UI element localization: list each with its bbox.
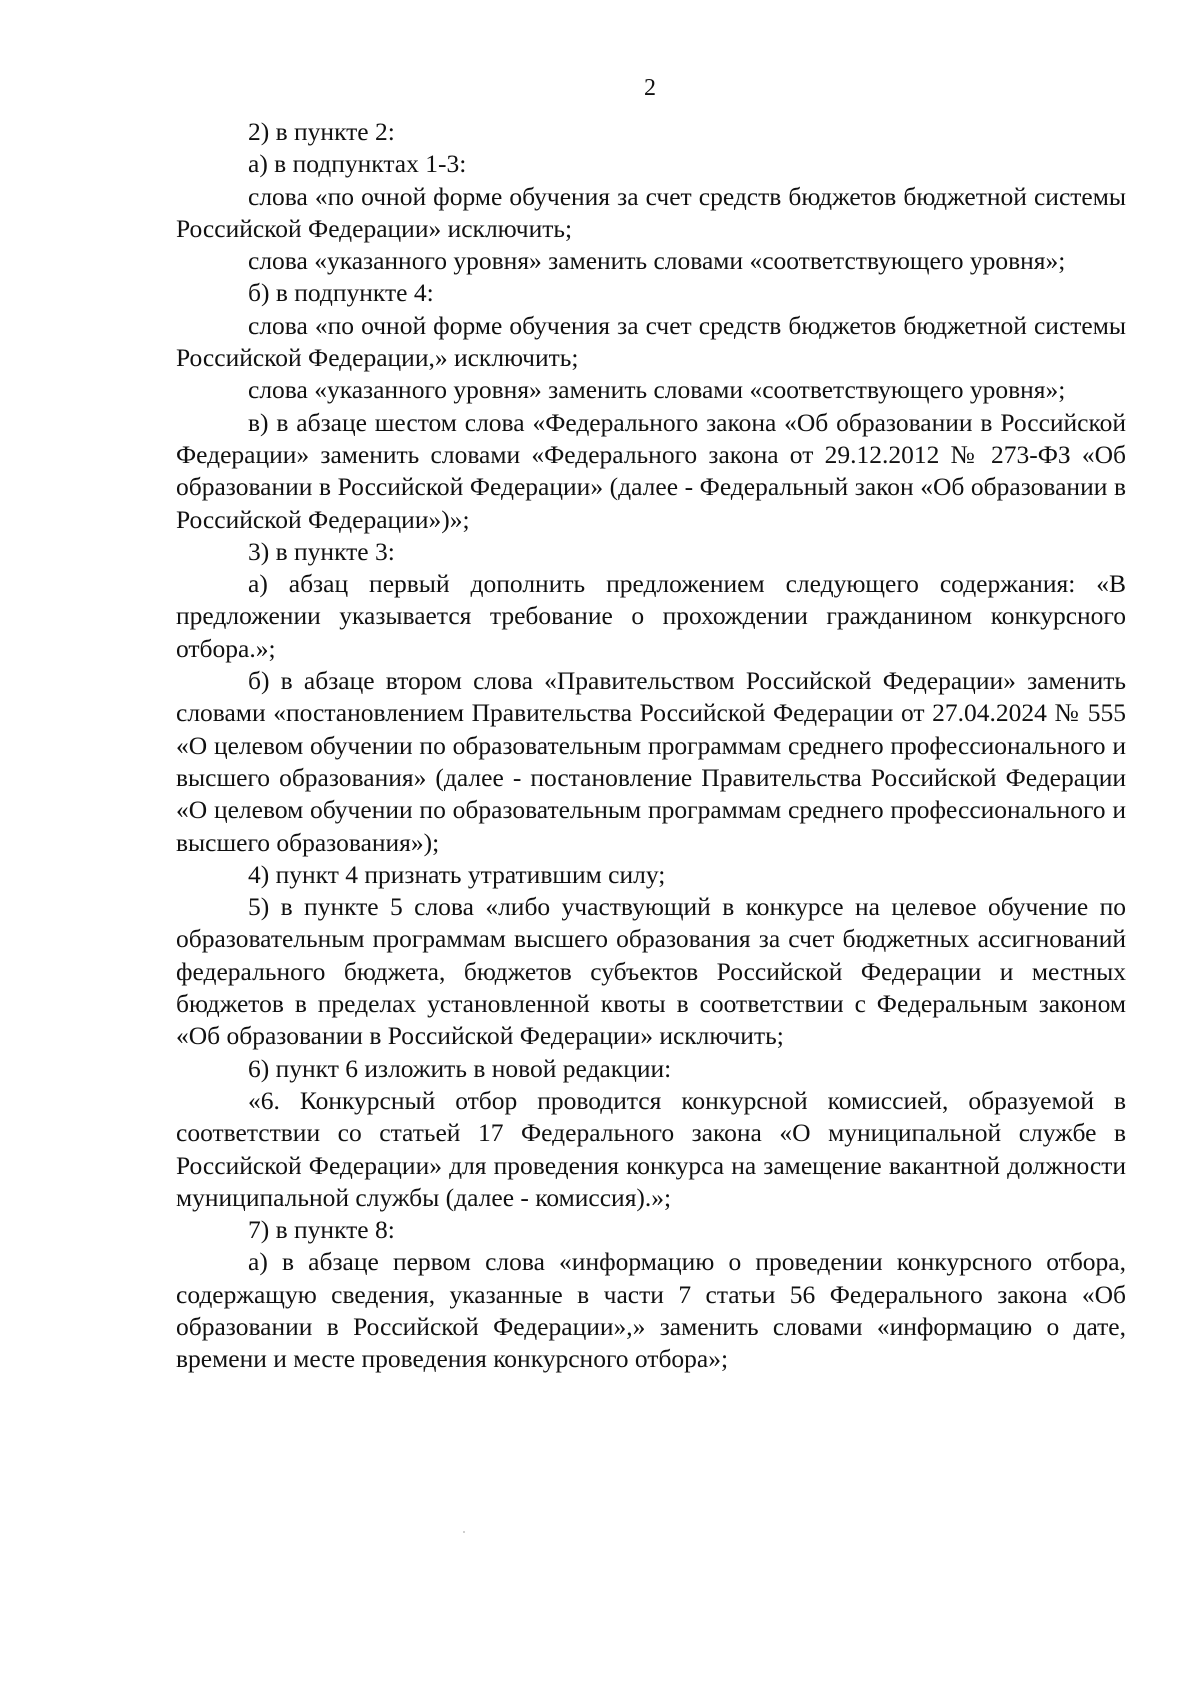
paragraph: 4) пункт 4 признать утратившим силу; — [248, 859, 666, 889]
paragraph: «6. Конкурсный отбор проводится конкурсной комиссией, образуемой в соответствии со статьей 17 Федерального закона «О муниципальной службе в Российской Федерации» для проведения конкурса на замещение вакантной должности муниципальной службы (далее - комиссия).»; — [176, 1085, 1126, 1212]
paragraph: 3) в пункте 3: — [248, 536, 395, 566]
paragraph: слова «указанного уровня» заменить словами «соответствующего уровня»; — [248, 246, 1066, 276]
paragraph: 2) в пункте 2: — [248, 117, 395, 146]
paragraph: слова «по очной форме обучения за счет средств бюджетов бюджетной системы Российской Федерации» исключить; — [176, 181, 1126, 243]
paragraph: а) в подпунктах 1-3: — [248, 149, 467, 179]
paragraph: б) в подпункте 4: — [248, 278, 434, 308]
paragraph: 6) пункт 6 изложить в новой редакции: — [248, 1053, 672, 1083]
page-number: 2 — [644, 75, 656, 101]
paragraph: 5) в пункте 5 слова «либо участвующий в конкурсе на целевое обучение по образовательным программам высшего образования за счет бюджетных ассигнований федерального бюджета, бюджетов субъектов Российской Федерации и местных бюджетов в пределах установленной квоты в соответствии с Федеральным законом «Об образовании в Российской Федерации» исключить; — [176, 892, 1126, 1051]
document-body — [176, 116, 1126, 1376]
paragraph: а) абзац первый дополнить предложением следующего содержания: «В предложении указывается требование о прохождении гражданином конкурсного отбора.»; — [176, 569, 1126, 663]
paragraph: слова «по очной форме обучения за счет средств бюджетов бюджетной системы Российской Федерации,» исключить; — [176, 310, 1126, 373]
scan-speck — [463, 1531, 465, 1533]
paragraph: 7) в пункте 8: — [248, 1215, 395, 1245]
paragraph: б) в абзаце втором слова «Правительством Российской Федерации» заменить словами «постановлением Правительства Российской Федерации от 27.04.2024 № 555 «О целевом обучении по образовательным программам среднего профессионального и высшего образования» (далее - постановление Правительства Российской Федерации «О целевом обучении по образовательным программам среднего профессионального и высшего образования»); — [176, 666, 1126, 857]
paragraph: в) в абзаце шестом слова «Федерального закона «Об образовании в Российской Федерации» заменить словами «Федерального закона от 29.12.2012 № 273-ФЗ «Об образовании в Российской Федерации» (далее - Федеральный закон «Об образовании в Российской Федерации»)»; — [176, 407, 1126, 534]
paragraph: а) в абзаце первом слова «информацию о проведении конкурсного отбора, содержащую сведения, указанные в части 7 статьи 56 Федерального закона «Об образовании в Российской Федерации»,» заменить словами «информацию о дате, времени и месте проведения конкурсного отбора»; — [176, 1247, 1126, 1374]
paragraph: слова «указанного уровня» заменить словами «соответствующего уровня»; — [248, 375, 1066, 405]
